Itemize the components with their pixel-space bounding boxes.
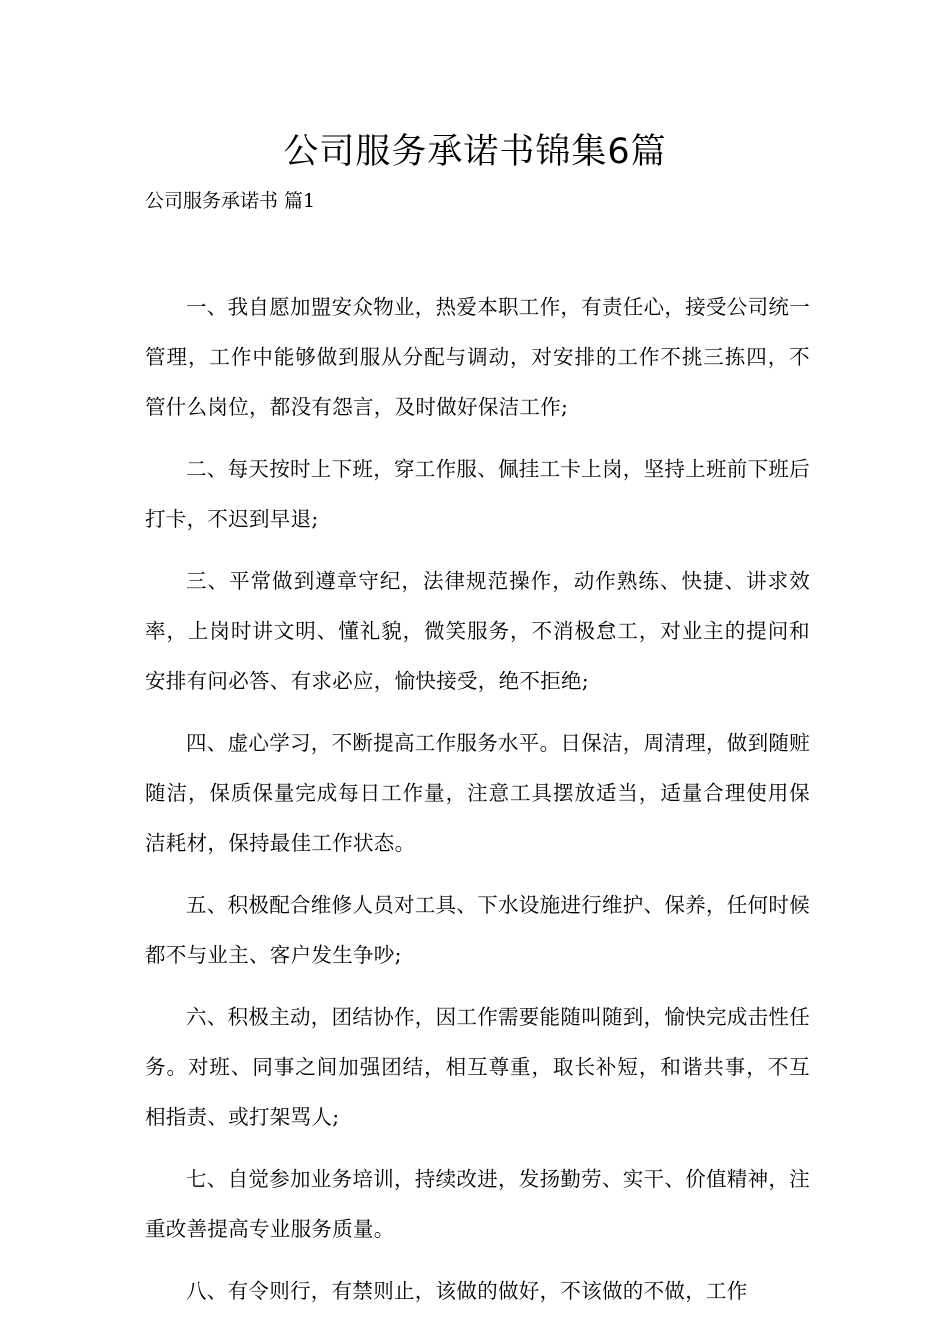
paragraph-2: 二、每天按时上下班，穿工作服、佩挂工卡上岗，坚持上班前下班后打卡，不迟到早退; xyxy=(145,457,810,531)
document-title: 公司服务承诺书锦集6篇 xyxy=(283,132,667,172)
paragraph-1: 一、我自愿加盟安众物业，热爱本职工作，有责任心，接受公司统一管理，工作中能够做到服从分配与调动，对安排的工作不挑三拣四，不管什么岗位，都没有怨言，及时做好保洁工作; xyxy=(145,295,810,419)
paragraph-6: 六、积极主动，团结协作，因工作需要能随叫随到，愉快完成击性任务。对班、同事之间加强团结，相互尊重，取长补短，和谐共事，不互相指责、或打架骂人; xyxy=(145,1005,810,1129)
paragraph-4: 四、虚心学习，不断提高工作服务水平。日保洁，周清理，做到随赃随洁，保质保量完成每日工作量，注意工具摆放适当，适量合理使用保洁耗材，保持最佳工作状态。 xyxy=(145,731,810,855)
paragraph-7: 七、自觉参加业务培训，持续改进，发扬勤劳、实干、价值精神，注重改善提高专业服务质量。 xyxy=(145,1167,810,1241)
paragraph-5: 五、积极配合维修人员对工具、下水设施进行维护、保养，任何时候都不与业主、客户发生争吵; xyxy=(145,893,810,967)
paragraph-3: 三、平常做到遵章守纪，法律规范操作，动作熟练、快捷、讲求效率，上岗时讲文明、懂礼貌，微笑服务，不消极怠工，对业主的提问和安排有问必答、有求必应，愉快接受，绝不拒绝; xyxy=(145,569,810,693)
paragraph-8: 八、有令则行，有禁则止，该做的做好，不该做的不做，工作 xyxy=(186,1279,748,1303)
document-body xyxy=(145,282,810,1328)
section-heading: 公司服务承诺书 篇1 xyxy=(145,190,316,212)
